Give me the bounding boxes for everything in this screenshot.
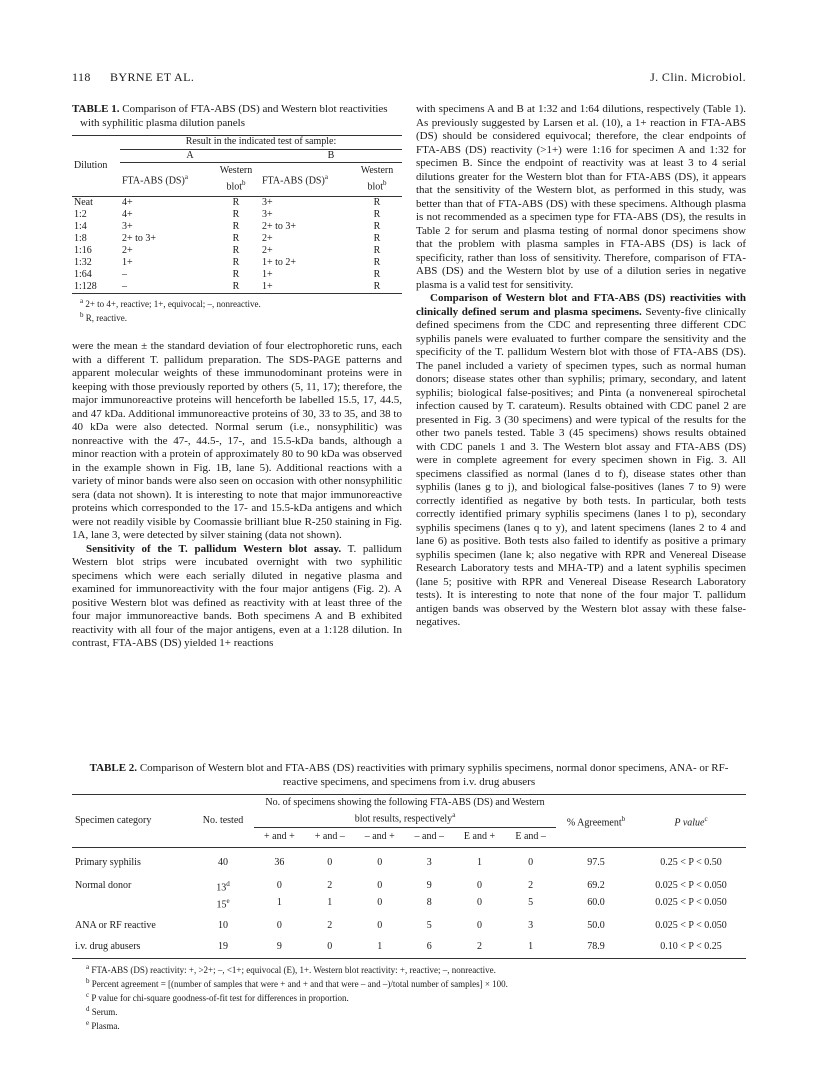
- table2-label: TABLE 2.: [89, 762, 138, 774]
- table2-cell-count: 0: [377, 880, 383, 892]
- table2-cell-p-value: 0.025 < P < 0.050: [655, 896, 727, 908]
- running-head-authors: BYRNE ET AL.: [110, 70, 195, 84]
- table2-cell-count: 3: [528, 919, 534, 931]
- right-column: [416, 103, 746, 630]
- table2-row: [72, 895, 746, 911]
- table1-cell-a-fta: 4+: [122, 209, 133, 221]
- table2-cell-count: 0: [477, 880, 483, 892]
- table2-col-result: E and +: [454, 828, 505, 848]
- table2-cell-agreement: 97.5: [587, 857, 605, 869]
- table1-cell-b-fta: 3+: [262, 209, 273, 221]
- table1-cell-a-wb: R: [212, 197, 260, 210]
- table2-row: [72, 932, 746, 959]
- table2-cell-count: 1: [276, 896, 282, 908]
- table1-col-wb-b: Western blot$^b$: [360, 165, 394, 193]
- table2-cell-count: 1: [505, 932, 556, 959]
- table2-cell-count: 0: [377, 919, 383, 931]
- table1-cell-b-fta: 1+: [260, 281, 352, 294]
- table1-cell-b-fta: 2+ to 3+: [262, 221, 297, 233]
- table1-sample-b: B: [260, 150, 402, 163]
- table1-cell-a-fta: 4+: [120, 197, 212, 210]
- table2-caption-text: Comparison of Western blot and FTA-ABS (DS) reactivities with primary syphilis specimens, normal donor specimens, ANA- or RF-reactive specimens, and specimens from i.v. drug abusers: [139, 762, 729, 788]
- table1-footnote-b: $^b$ R, reactive.: [80, 311, 127, 324]
- table2: [72, 794, 746, 959]
- table2-cell-count: 5: [426, 919, 432, 931]
- table1-cell-b-wb: R: [352, 197, 402, 210]
- table2-block: [72, 762, 746, 1032]
- table2-cell-count: 2: [327, 880, 333, 892]
- table1-sample-a: A: [120, 150, 260, 163]
- left-paragraph-1: were the mean ± the standard deviation of four electrophoretic runs, each with a different T. pallidum preparation. The SDS-PAGE patterns and apparent molecular weights of these immunodominant proteins were in keeping with those previously reported by others (5, 11, 17); therefore, the major immunoreactive proteins will henceforth be labelled 15.5, 17, 44.5, and 47 kDa. Additional immunoreactive proteins of 30, 33 to 35, and 38 to 40 kDa were also detected. Normal serum (i.e., nonsyphilitic) was nonreactive with the 47-, 44.5-, 17-, and 15.5-kDa bands, although a minor reaction with a protein of approximately 80 to 90 kDa was observed in the example shown in Fig. 1B, lane 5). Additional reactions with a variety of minor bands were also seen on occasion with other nonsyphilitic sera (data not shown). It is interesting to note that major immunoreactive proteins which corresponded to the 17- and 15.5-kDa antigens and which were not readily visible by Coomassie brilliant blue R-250 staining in Fig. 1A, lane 3, were detected by silver staining (data not shown).: [72, 340, 402, 542]
- table2-cell-count: 6: [405, 932, 454, 959]
- table2-cell-count: 5: [528, 896, 534, 908]
- table2-cell-count: 0: [305, 932, 355, 959]
- table2-cell-tested: 15e: [216, 896, 230, 910]
- table2-cell-category: ANA or RF reactive: [75, 919, 156, 931]
- table1-row: [72, 269, 402, 281]
- table2-cell-p-value: 0.25 < P < 0.50: [660, 857, 722, 869]
- comparison-heading: Comparison of Western blot and FTA-ABS (DS) reactivities with clinically defined serum and plasma specimens.: [416, 292, 746, 318]
- table1-cell-dil: 1:128: [72, 281, 120, 294]
- table2-footnote: $^c$ P value for chi-square goodness-of-fit test for differences in proportion.: [86, 990, 349, 1003]
- table2-cell-p-value: 0.025 < P < 0.050: [655, 919, 727, 931]
- table2-cell-category: Primary syphilis: [75, 857, 141, 869]
- table2-col-p-value: P value$^c$: [636, 795, 746, 848]
- table1-row: [72, 233, 402, 245]
- table1-cell-a-wb: R: [232, 269, 240, 281]
- table2-row: [72, 848, 746, 870]
- table2-col-tested: No. tested: [192, 795, 254, 848]
- table2-cell-count: 36: [274, 857, 285, 869]
- table2-footnote: $^b$ Percent agreement = [(number of samples that were + and + and that were – and –)/total number of samples] × 100.: [86, 976, 508, 989]
- table2-cell-p-value: 0.025 < P < 0.050: [655, 880, 727, 892]
- table2-col-result: – and +: [355, 828, 405, 848]
- table2-cell-count: 0: [377, 896, 383, 908]
- table1-row: [72, 197, 402, 210]
- page-number: 118: [72, 70, 91, 84]
- table1-caption-text: Comparison of FTA-ABS (DS) and Western blot reactivities with syphilitic plasma dilution panels: [80, 103, 388, 129]
- table1-col-fta-a: FTA-ABS (DS)$^a$: [122, 173, 188, 187]
- table2-row: [72, 911, 746, 932]
- table2-col-result: – and –: [405, 828, 454, 848]
- table1-cell-a-wb: R: [232, 245, 240, 257]
- table1-col-dilution: Dilution: [72, 136, 120, 197]
- table1-cell-a-wb: R: [232, 209, 240, 221]
- running-head: [72, 70, 746, 86]
- table1-cell-dil: 1:4: [74, 221, 87, 233]
- table2-cell-count: 9: [254, 932, 305, 959]
- table2-cell-count: 9: [426, 880, 432, 892]
- table1-cell-b-wb: R: [352, 281, 402, 294]
- table1-cell-a-wb: R: [232, 257, 240, 269]
- table1-cell-b-wb: R: [373, 257, 381, 269]
- table2-col-result: E and –: [505, 828, 556, 848]
- table2-cell-count: 0: [477, 896, 483, 908]
- table1-cell-b-wb: R: [373, 269, 381, 281]
- table2-cell-count: 1: [327, 896, 333, 908]
- table1-cell-a-fta: 2+ to 3+: [122, 233, 157, 245]
- table2-cell-agreement: 78.9: [556, 932, 636, 959]
- table2-footnote: $^d$ Serum.: [86, 1004, 118, 1017]
- table2-cell-p-value: 0.10 < P < 0.25: [636, 932, 746, 959]
- table2-row: [72, 869, 746, 894]
- table1: [72, 135, 402, 294]
- table2-cell-count: 0: [528, 857, 534, 869]
- table2-cell-count: 1: [477, 857, 483, 869]
- table1-cell-b-fta: 2+: [262, 245, 273, 257]
- table1-cell-b-fta: 2+: [262, 233, 273, 245]
- table2-cell-category: Normal donor: [75, 880, 132, 892]
- right-paragraph-2: Comparison of Western blot and FTA-ABS (DS) reactivities with clinically defined serum and plasma specimens. Seventy-five clinically defined specimens from the CDC and representing three different CDC syphilis panels were evaluated to further compare the sensitivity and the specificity of the T. pallidum Western blot with those of FTA-ABS (DS). The panel included a variety of specimen types, such as normal human donors; disease states other than syphilis; primary, secondary, and latent syphilis; biological false-positives; and Pinta (a nonvenereal spirochetal infection caused by T. carateum). Results obtained with CDC panel 2 are presented in Fig. 3 (30 specimens) and were typical of the results for the other two panels tested. Table 3 (45 specimens) shows results obtained with CDC panels 1 and 3. The Western blot assay and FTA-ABS (DS) were in complete agreement for every specimen shown in Fig. 3. All specimens classified as normal (lanes d to f), disease states other than syphilis (lanes g to j), and biological false-positives (lanes 7 to 9) were correctly identified as negative by both tests. In particular, both tests correctly identified primary syphilis specimens (lanes l to p), secondary syphilis specimens (lanes q to y), and latent specimens (lanes 2 to 4 and lane 6) as positive. Both tests also failed to identify as positive a primary syphilis specimen (lane k; also negative with RPR and Venereal Disease Research Laboratory tests and MHA-TP) and a latent syphilis specimen (lane 5; positive with RPR and Venereal Disease Research Laboratory tests). It is interesting to note that none of the four major T. pallidum antigen bands was observed by the Western blot assay with these false-negatives.: [416, 292, 747, 628]
- table2-cell-agreement: 69.2: [587, 880, 605, 892]
- table1-col-wb-a: Western blot$^b$: [219, 165, 253, 193]
- table1-cell-dil: 1:32: [74, 257, 92, 269]
- table2-caption: [72, 762, 746, 789]
- table1-col-group: Result in the indicated test of sample:: [120, 136, 402, 150]
- sensitivity-heading: Sensitivity of the T. pallidum Western blot assay.: [86, 542, 342, 555]
- table2-cell-agreement: 60.0: [587, 896, 605, 908]
- table2-cell-agreement: 50.0: [587, 919, 605, 931]
- table2-cell-category: i.v. drug abusers: [72, 932, 192, 959]
- table1-cell-b-fta: 1+: [262, 269, 273, 281]
- left-column: [72, 103, 402, 651]
- table2-col-group: No. of specimens showing the following FTA-ABS (DS) and Western blot results, respectively$^a$: [254, 795, 556, 828]
- table1-caption: [72, 103, 402, 130]
- table2-cell-count: 2: [528, 880, 534, 892]
- table2-cell-count: 0: [276, 880, 282, 892]
- table1-row: [72, 221, 402, 233]
- table1-row: [72, 281, 402, 294]
- table1-cell-b-wb: R: [373, 245, 381, 257]
- table2-cell-count: 3: [426, 857, 432, 869]
- table1-cell-a-fta: –: [122, 269, 127, 281]
- table2-footnote: $^a$ FTA-ABS (DS) reactivity: +, >2+; –, <1+; equivocal (E), 1+. Western blot reactivity: +, reactive; –, nonreactive.: [86, 962, 496, 975]
- right-paragraph-1: with specimens A and B at 1:32 and 1:64 dilutions, respectively (Table 1). As previously suggested by Larsen et al. (10), a 1+ reaction in FTA-ABS (DS) should be considered equivocal; therefore, the clear endpoints of FTA-ABS (DS) reactivity (>1+) were 1:16 for specimen A and 1:32 for specimen B. Since the endpoint of reactivity was at least 3 to 4 serial dilutions greater for the Western blot than for FTA-ABS (DS), it appears that the sensitivity of the Western blot, as performed in this study, was better than that of FTA-ABS (DS) with these specimens. Although plasma is not recommended as a specimen type for FTA-ABS (DS), the results in Table 2 for serum and plasma testing of normal donor specimens show that the problem with plasma samples in FTA-ABS (DS) is lack of specificity, rather than loss of sensitivity. Therefore, comparison of FTA-ABS (DS) and the Western blot by use of a dilution series in negative plasma is a valid test for sensitivity.: [416, 103, 746, 291]
- table2-cell-tested: 40: [218, 857, 228, 869]
- table1-cell-dil: Neat: [72, 197, 120, 210]
- table1-footnote-a: $^a$ 2+ to 4+, reactive; 1+, equivocal; –, nonreactive.: [80, 297, 261, 310]
- table2-cell-count: 0: [377, 857, 383, 869]
- table1-cell-a-wb: R: [212, 281, 260, 294]
- table1-cell-dil: 1:64: [74, 269, 92, 281]
- table1-cell-a-wb: R: [232, 221, 240, 233]
- table1-cell-a-fta: –: [120, 281, 212, 294]
- table1-row: [72, 257, 402, 269]
- table2-cell-count: 0: [327, 857, 333, 869]
- table1-cell-dil: 1:2: [74, 209, 87, 221]
- table1-cell-dil: 1:16: [74, 245, 92, 257]
- table2-col-category: Specimen category: [72, 795, 192, 848]
- left-paragraph-2: Sensitivity of the T. pallidum Western blot assay. T. pallidum Western blot strips were incubated overnight with two syphilitic specimens which were each serially diluted in negative plasma and examined for immunoreactivity with the four major antigens (Fig. 2). A positive Western blot was defined as reactivity with at least three of the four major immunoreactive bands. Both specimens A and B exhibited reactivity with all four of the major antigens, even at a 1:128 dilution. In contrast, FTA-ABS (DS) yielded 1+ reactions: [72, 542, 402, 650]
- table2-col-agreement: % Agreement$^b$: [556, 795, 636, 848]
- table2-cell-count: 2: [454, 932, 505, 959]
- table2-col-result: + and –: [305, 828, 355, 848]
- table1-cell-b-fta: 1+ to 2+: [262, 257, 297, 269]
- table1-col-fta-b: FTA-ABS (DS)$^a$: [262, 173, 328, 187]
- table2-cell-tested: 13$^d$: [216, 880, 230, 894]
- table1-cell-a-fta: 1+: [122, 257, 133, 269]
- table2-cell-count: 1: [355, 932, 405, 959]
- table2-cell-tested: 10: [218, 919, 228, 931]
- table2-cell-category: [72, 895, 192, 911]
- table1-cell-a-fta: 3+: [122, 221, 133, 233]
- table1-cell-b-wb: R: [373, 233, 381, 245]
- table2-cell-tested: 19: [192, 932, 254, 959]
- table1-cell-dil: 1:8: [74, 233, 87, 245]
- table2-col-result: + and +: [254, 828, 305, 848]
- table2-cell-count: 0: [477, 919, 483, 931]
- table2-footnote: $^e$ Plasma.: [86, 1018, 120, 1031]
- table1-cell-a-wb: R: [232, 233, 240, 245]
- table2-cell-count: 0: [276, 919, 282, 931]
- table1-cell-b-wb: R: [373, 221, 381, 233]
- table1-cell-a-fta: 2+: [122, 245, 133, 257]
- table2-footnotes: [72, 962, 746, 1032]
- running-head-journal: J. Clin. Microbiol.: [650, 70, 746, 84]
- table1-label: TABLE 1.: [72, 103, 120, 115]
- table2-cell-count: 2: [327, 919, 333, 931]
- table2-cell-count: 8: [426, 896, 432, 908]
- table1-cell-b-wb: R: [373, 209, 381, 221]
- table1-row: [72, 209, 402, 221]
- table1-cell-b-fta: 3+: [260, 197, 352, 210]
- table1-row: [72, 245, 402, 257]
